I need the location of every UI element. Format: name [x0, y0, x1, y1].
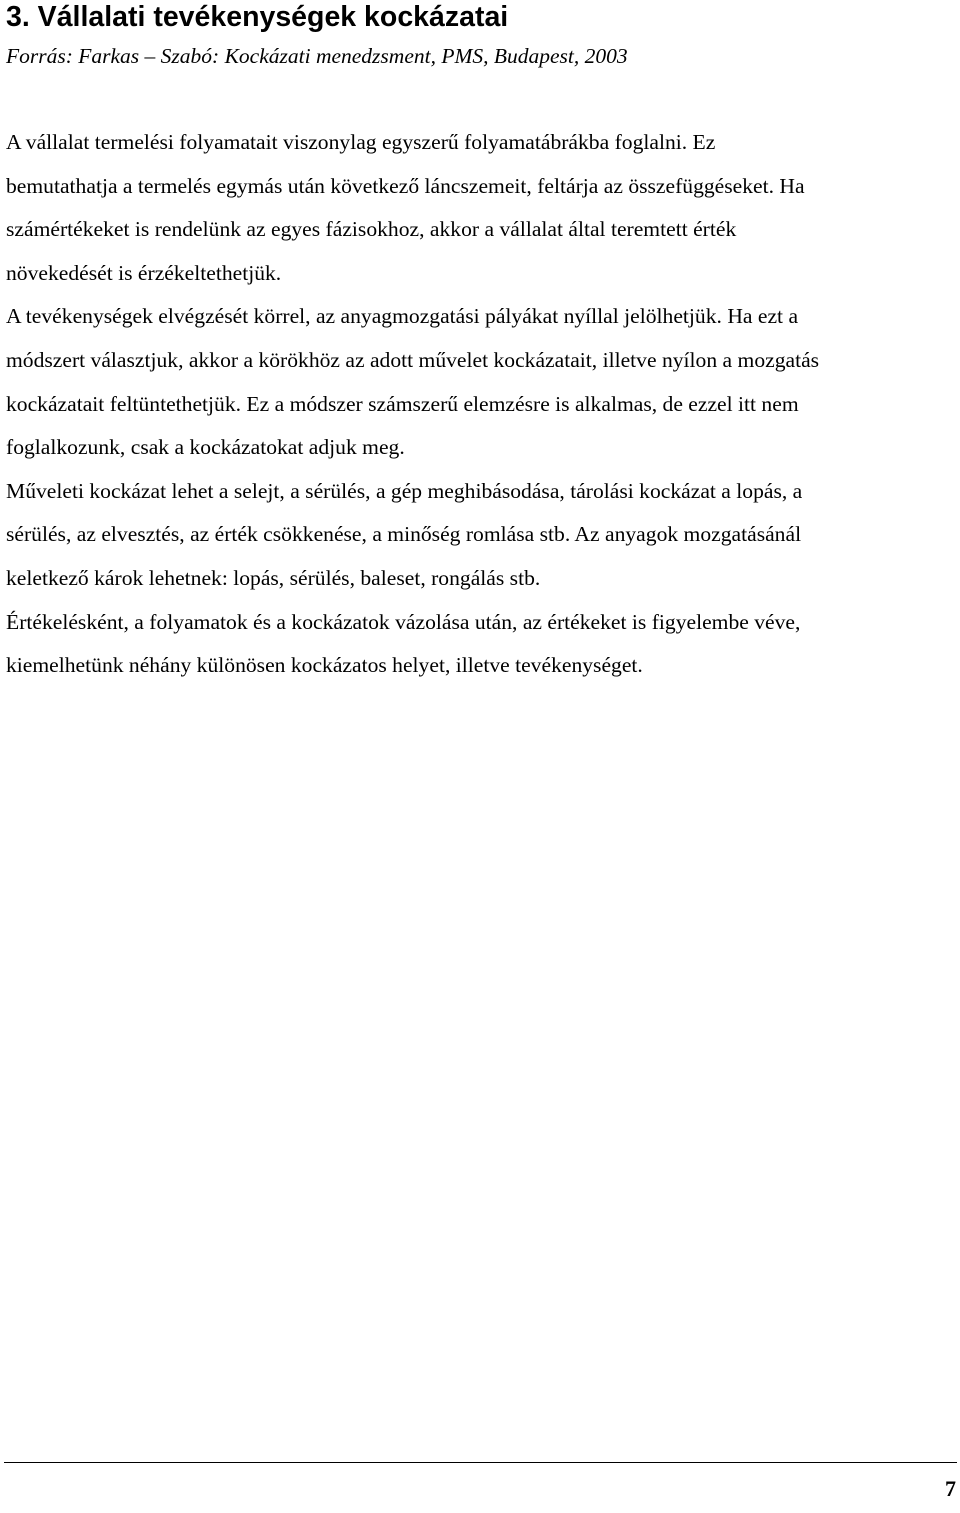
body-line: foglalkozunk, csak a kockázatokat adjuk meg. — [6, 435, 405, 460]
body-line: növekedését is érzékeltethetjük. — [6, 260, 282, 285]
body-line: bemutathatja a termelés egymás után következő láncszemeit, feltárja az összefüggéseket. Ha — [6, 173, 805, 198]
footer-divider — [4, 1462, 957, 1463]
body-text — [6, 126, 958, 693]
page-number: 7 — [945, 1476, 956, 1501]
body-line: Értékelésként, a folyamatok és a kockázatok vázolása után, az értékeket is figyelembe véve, — [6, 609, 801, 634]
body-line: sérülés, az elvesztés, az érték csökkenése, a minőség romlása stb. Az anyagok mozgatásánál — [6, 522, 802, 547]
body-line: módszert választjuk, akkor a körökhöz az adott művelet kockázatait, illetve nyílon a mozgatás — [6, 347, 820, 372]
section-heading: 3. Vállalati tevékenységek kockázatai — [6, 1, 509, 33]
body-line: A tevékenységek elvégzését körrel, az anyagmozgatási pályákat nyíllal jelölhetjük. Ha ezt a — [6, 304, 799, 329]
body-line: Műveleti kockázat lehet a selejt, a sérülés, a gép meghibásodása, tárolási kockázat a lopás, a — [6, 478, 803, 503]
body-line: kockázatait feltüntethetjük. Ez a módszer számszerű elemzésre is alkalmas, de ezzel itt nem — [6, 391, 799, 416]
body-line: A vállalat termelési folyamatait viszonylag egyszerű folyamatábrákba foglalni. Ez — [6, 130, 716, 154]
source-citation: Forrás: Farkas – Szabó: Kockázati menedzsment, PMS, Budapest, 2003 — [6, 44, 628, 68]
body-line: számértékeket is rendelünk az egyes fázisokhoz, akkor a vállalat által teremtett érték — [6, 217, 737, 242]
body-line: keletkező károk lehetnek: lopás, sérülés, baleset, rongálás stb. — [6, 565, 541, 590]
body-line: kiemelhetünk néhány különösen kockázatos helyet, illetve tevékenységet. — [6, 653, 643, 678]
